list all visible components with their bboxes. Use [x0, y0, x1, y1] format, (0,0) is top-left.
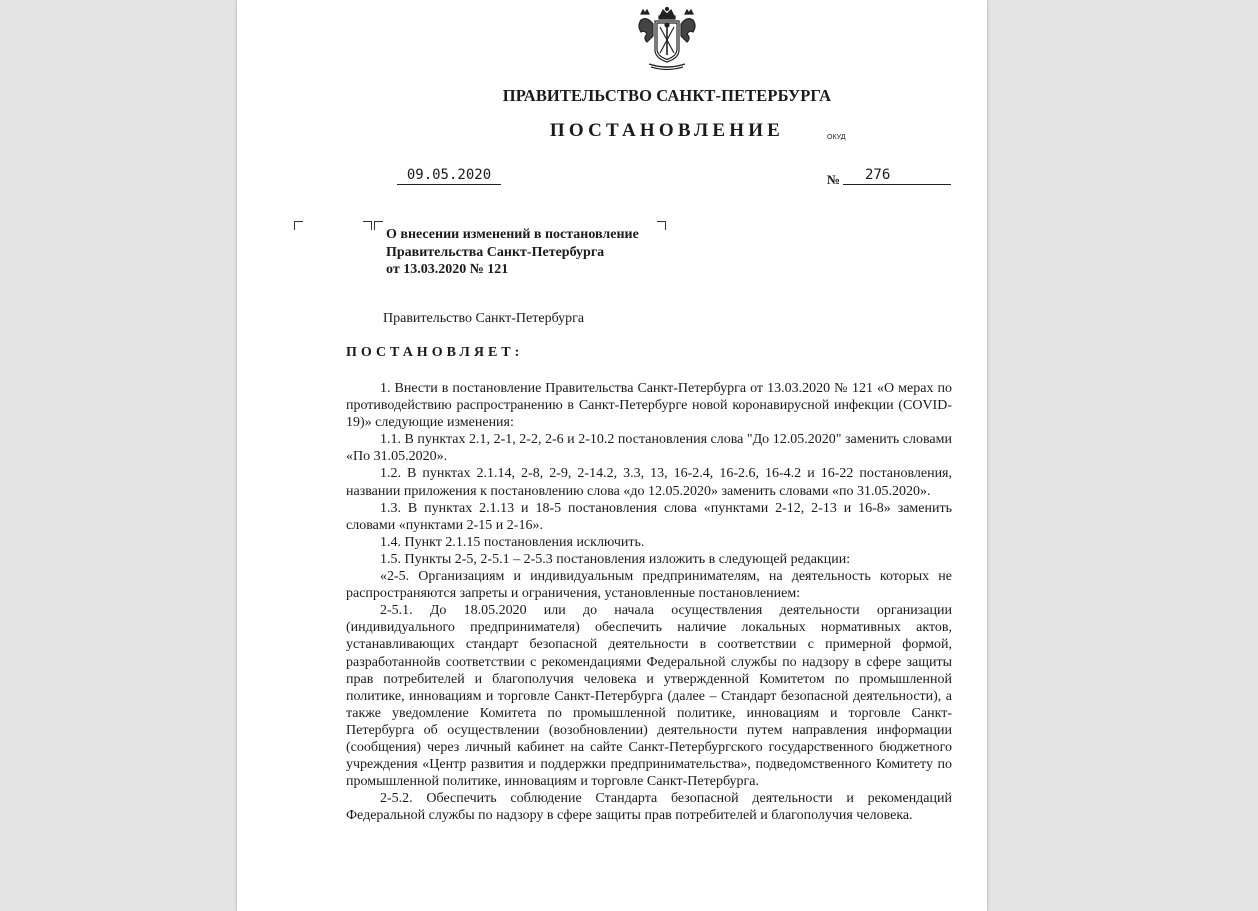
- paragraph: 1.4. Пункт 2.1.15 постановления исключить.: [380, 534, 645, 550]
- issuer-line: Правительство Санкт-Петербурга: [383, 311, 585, 326]
- bracket-corner-left-outer: [294, 221, 303, 230]
- paragraph: 1.2. В пунктах 2.1.14, 2-8, 2-9, 2-14.2, 3.3, 13, 16-2.4, 16-2.6, 16-4.2 и 16-22 постановления, названии приложения к постановлению слова «до 12.05.2020» заменить словами «по 31.05.2020».: [346, 466, 952, 499]
- paragraph: 1.5. Пункты 2-5, 2-5.1 – 2-5.3 постановления изложить в следующей редакции:: [380, 551, 851, 567]
- okud-label: ОКУД: [827, 134, 846, 141]
- decrees-heading: ПОСТАНОВЛЯЕТ:: [346, 345, 524, 360]
- paragraph: «2-5. Организациям и индивидуальным предпринимателям, на деятельность которых не распространяются запреты и ограничения, установленные постановлением:: [346, 569, 952, 602]
- government-title: ПРАВИТЕЛЬСТВО САНКТ-ПЕТЕРБУРГА: [502, 86, 832, 105]
- document-subject: [386, 226, 639, 279]
- paragraph: 1.1. В пунктах 2.1, 2-1, 2-2, 2-6 и 2-10.2 постановления слова "До 12.05.2020" заменить словами «По 31.05.2020».: [346, 432, 952, 465]
- subject-line: Правительства Санкт-Петербурга: [386, 244, 605, 260]
- number-sign: №: [827, 172, 841, 187]
- subject-line: О внесении изменений в постановление: [386, 227, 639, 242]
- paragraph: 2-5.2. Обеспечить соблюдение Стандарта безопасной деятельности и рекомендаций Федеральной службы по надзору в сфере защиты прав потребителей и благополучия человека.: [346, 791, 952, 824]
- subject-line: от 13.03.2020 № 121: [386, 262, 509, 277]
- bracket-corner-right-inner: [657, 221, 666, 230]
- coat-of-arms-icon: [633, 6, 701, 70]
- paragraph: 2-5.1. До 18.05.2020 или до начала осуществления деятельности организации (индивидуального предпринимателя) обеспечить наличие локальных нормативных актов, устанавливающих стандарт безопасной деятельности в соответствии с примерной формой, разработаннойв соответствии с рекомендациями Федеральной службы по надзору в сфере защиты прав потребителей и благополучия человека и утвержденной Комитетом по промышленной политике, инновациям и торговле Санкт-Петербурга (далее – Стандарт безопасной деятельности), а также уведомление Комитета по промышленной политике, инновациям и торговле Санкт-Петербурга об осуществлении (возобновлении) деятельности путем направления информации (сообщения) через личный кабинет на сайте Санкт-Петербургского государственного бюджетного учреждения «Центр развития и поддержки предпринимательства», подведомственного Комитету по промышленной политике, инновациям и торговле Санкт-Петербурга.: [346, 603, 952, 790]
- document-body: [346, 380, 952, 824]
- document-type-title: ПОСТАНОВЛЕНИЕ: [549, 120, 785, 141]
- document-date: 09.05.2020: [397, 167, 501, 185]
- document-number: 276: [843, 167, 951, 185]
- paragraph: 1.3. В пунктах 2.1.13 и 18-5 постановления слова «пунктами 2-12, 2-13 и 16-8» заменить словами «пунктами 2-15 и 2-16».: [346, 500, 952, 533]
- document-page: [237, 0, 987, 911]
- paragraph: 1. Внести в постановление Правительства Санкт-Петербурга от 13.03.2020 № 121 «О мерах по противодействию распространению в Санкт-Петербурге новой коронавирусной инфекции (COVID-19)» следующие изменения:: [346, 381, 952, 431]
- bracket-corner-left-inner: [374, 221, 383, 230]
- bracket-corner-right-outer: [363, 221, 372, 230]
